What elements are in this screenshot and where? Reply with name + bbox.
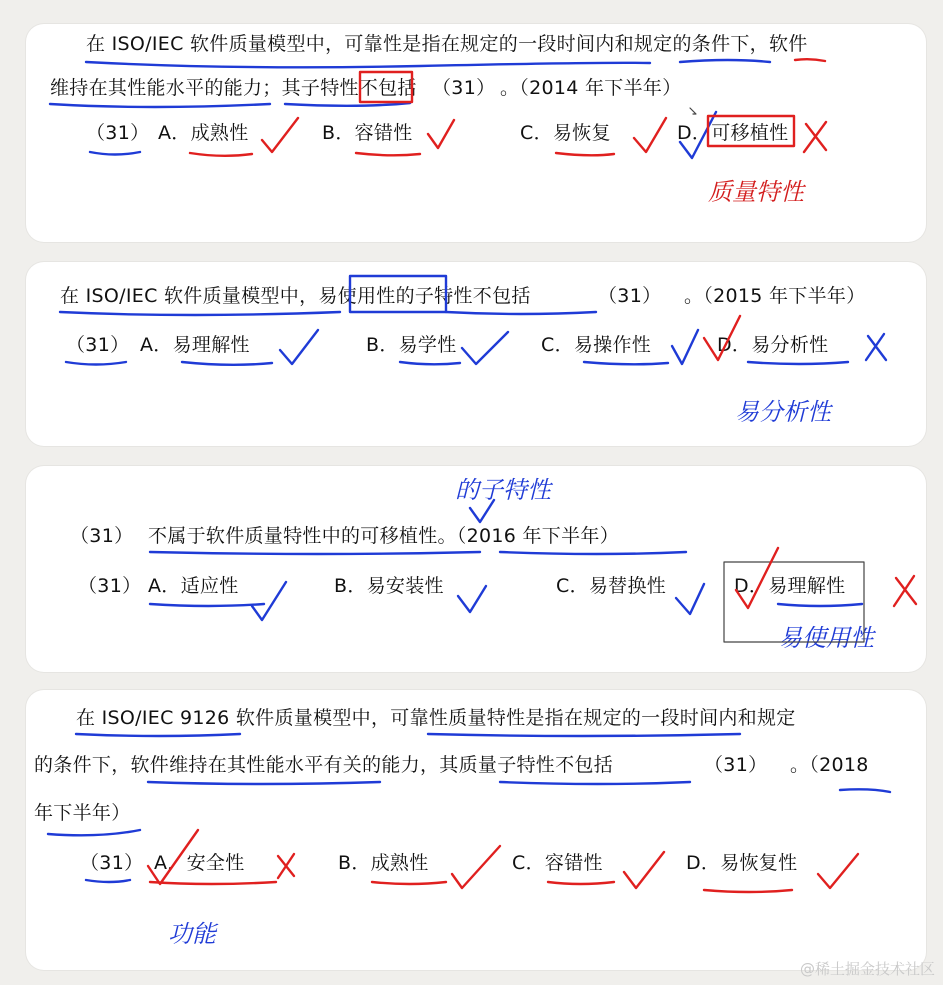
q2-option-number: （31） [66, 334, 130, 356]
q1-option-number: （31） [86, 122, 150, 144]
q3-option-d: D．易理解性 [734, 575, 846, 597]
q1-option-d: D．可移植性 [677, 122, 789, 144]
question-card-2018 [26, 690, 926, 970]
q1-stem-line2: 维持在其性能水平的能力；其子特性不包括 [50, 77, 417, 99]
q1-option-b: B．容错性 [322, 122, 413, 144]
q4-year-line3: 年下半年） [34, 802, 131, 824]
q3-handwritten-top-note: 的子特性 [455, 476, 551, 504]
q4-option-c: C．容错性 [512, 852, 603, 874]
q3-handwritten-note: 易使用性 [778, 624, 874, 652]
q4-year: 。（2018 [790, 754, 869, 776]
q2-stem-line1: 在 ISO/IEC 软件质量模型中，易使用性的子特性不包括 [60, 285, 531, 307]
watermark: @稀土掘金技术社区 [799, 960, 935, 978]
q4-option-b: B．成熟性 [338, 852, 429, 874]
q1-handwritten-note: 质量特性 [708, 178, 804, 206]
q3-stem-line1: 不属于软件质量特性中的可移植性。（2016 年下半年） [148, 525, 619, 547]
q2-option-a: A．易理解性 [140, 334, 250, 356]
q4-blank: （31） [704, 754, 768, 776]
q4-stem-line2: 的条件下，软件维持在其性能水平有关的能力，其质量子特性不包括 [34, 754, 614, 776]
q2-blank: （31） [598, 285, 662, 307]
q2-year: 。（2015 年下半年） [684, 285, 866, 307]
q3-option-number: （31） [78, 575, 142, 597]
q1-option-a: A．成熟性 [158, 122, 249, 144]
q2-handwritten-note: 易分析性 [735, 398, 831, 426]
q2-option-c: C．易操作性 [541, 334, 652, 356]
q2-option-d: D．易分析性 [717, 334, 829, 356]
q2-option-b: B．易学性 [366, 334, 457, 356]
q1-blank: （31） [432, 77, 496, 99]
q4-handwritten-note: 功能 [168, 920, 216, 948]
q3-option-c: C．易替换性 [556, 575, 667, 597]
q4-stem-line1: 在 ISO/IEC 9126 软件质量模型中，可靠性质量特性是指在规定的一段时间内和规定 [76, 707, 796, 729]
q3-option-b: B．易安装性 [334, 575, 444, 597]
q4-option-d: D．易恢复性 [686, 852, 798, 874]
q4-option-number: （31） [80, 852, 144, 874]
q3-blank: （31） [70, 525, 134, 547]
q1-year: 。（2014 年下半年） [500, 77, 682, 99]
q3-option-a: A．适应性 [148, 575, 239, 597]
q1-option-c: C．易恢复 [520, 122, 611, 144]
q4-option-a: A．安全性 [154, 852, 245, 874]
q1-stem-line1: 在 ISO/IEC 软件质量模型中，可靠性是指在规定的一段时间内和规定的条件下，软件 [86, 33, 808, 55]
